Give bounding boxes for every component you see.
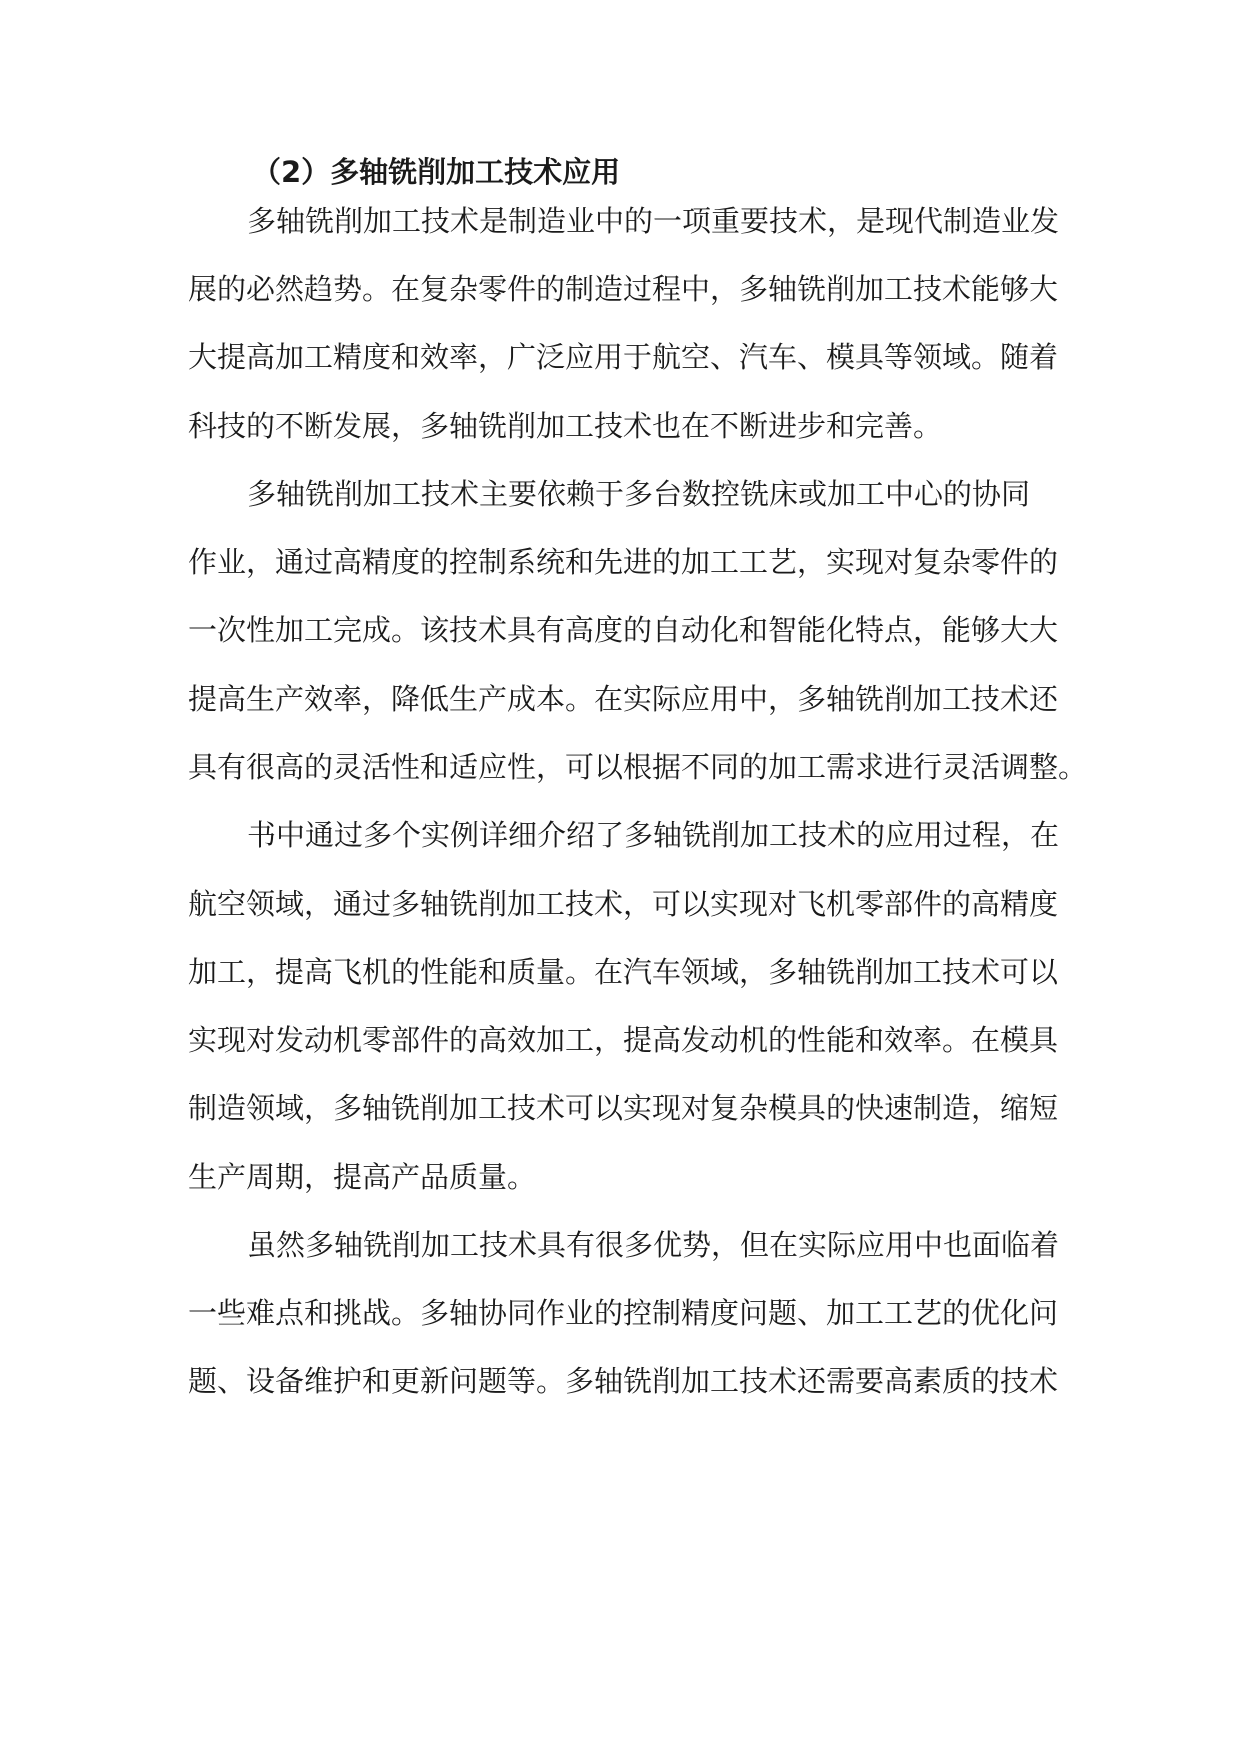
paragraph-1-line-4: 科技的不断发展，多轴铣削加工技术也在不断进步和完善。: [188, 409, 943, 443]
paragraph-3-line-3: 加工，提高飞机的性能和质量。在汽车领域，多轴铣削加工技术可以: [188, 955, 1059, 989]
paragraph-1-line-3: 大提高加工精度和效率，广泛应用于航空、汽车、模具等领域。随着: [188, 340, 1059, 374]
paragraph-3-line-4: 实现对发动机零部件的高效加工，提高发动机的性能和效率。在模具: [188, 1023, 1059, 1057]
paragraph-1-line-2: 展的必然趋势。在复杂零件的制造过程中，多轴铣削加工技术能够大: [188, 272, 1059, 306]
paragraph-4-line-2: 一些难点和挑战。多轴协同作业的控制精度问题、加工工艺的优化问: [188, 1296, 1059, 1330]
paragraph-3-line-2: 航空领域，通过多轴铣削加工技术，可以实现对飞机零部件的高精度: [188, 887, 1059, 921]
section-heading: （2）多轴铣削加工技术应用: [252, 155, 621, 189]
paragraph-3-line-5: 制造领域，多轴铣削加工技术可以实现对复杂模具的快速制造，缩短: [188, 1091, 1059, 1125]
paragraph-2-line-4: 提高生产效率，降低生产成本。在实际应用中，多轴铣削加工技术还: [188, 682, 1059, 716]
paragraph-3-line-6: 生产周期，提高产品质量。: [188, 1160, 537, 1194]
paragraph-3-line-1: 书中通过多个实例详细介绍了多轴铣削加工技术的应用过程，在: [247, 818, 1060, 852]
paragraph-2-line-1: 多轴铣削加工技术主要依赖于多台数控铣床或加工中心的协同: [247, 477, 1031, 511]
paragraph-2-line-3: 一次性加工完成。该技术具有高度的自动化和智能化特点，能够大大: [188, 613, 1059, 647]
paragraph-4-line-1: 虽然多轴铣削加工技术具有很多优势，但在实际应用中也面临着: [247, 1228, 1060, 1262]
paragraph-1-line-1: 多轴铣削加工技术是制造业中的一项重要技术，是现代制造业发: [247, 204, 1060, 238]
paragraph-2-line-2: 作业，通过高精度的控制系统和先进的加工工艺，实现对复杂零件的: [188, 545, 1059, 579]
paragraph-4-line-3: 题、设备维护和更新问题等。多轴铣削加工技术还需要高素质的技术: [188, 1364, 1059, 1398]
paragraph-2-line-5: 具有很高的灵活性和适应性，可以根据不同的加工需求进行灵活调整。: [188, 750, 1088, 784]
